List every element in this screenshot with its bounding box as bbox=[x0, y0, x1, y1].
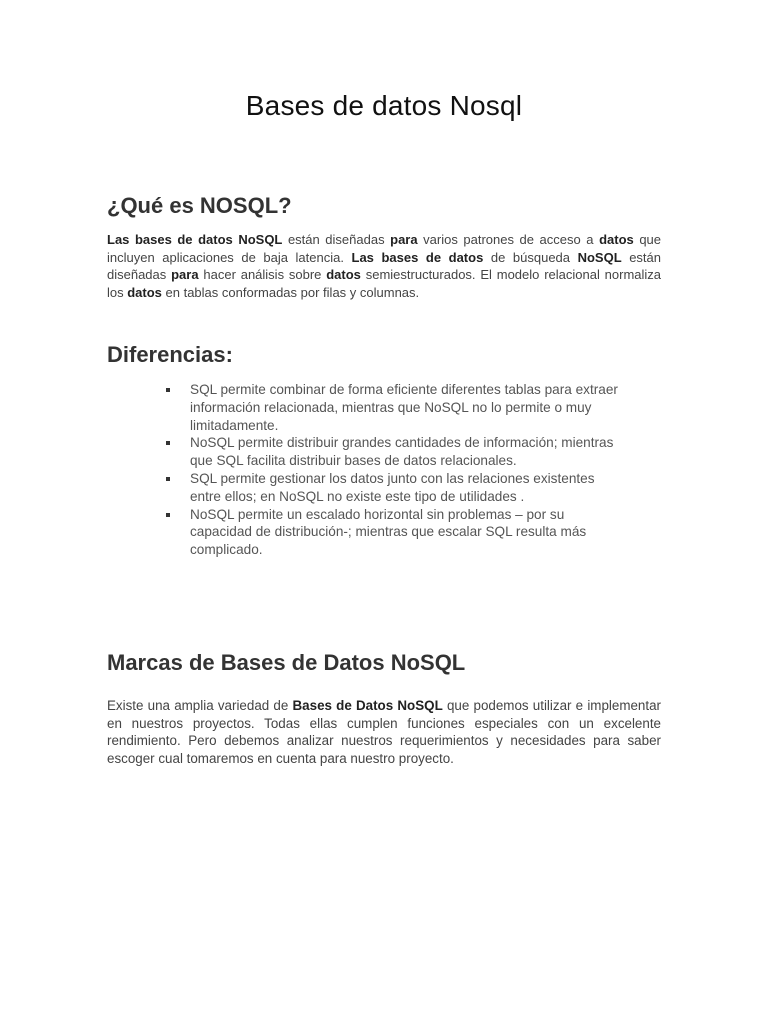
list-item-text: SQL permite gestionar los datos junto con las relaciones existentes entre ellos; en NoSQL no existe este tipo de utilidades . bbox=[190, 470, 595, 504]
list-item-text: NoSQL permite distribuir grandes cantidades de información; mientras que SQL facilita distribuir bases de datos relacionales. bbox=[190, 435, 614, 469]
text-run: están diseñadas bbox=[107, 249, 662, 282]
list-item bbox=[166, 434, 626, 470]
paragraph-que-es-nosql bbox=[107, 231, 661, 301]
section-heading-diferencias: Diferencias: bbox=[107, 342, 233, 367]
bold-text-run: NoSQL bbox=[577, 249, 622, 265]
text-run: que incluyen aplicaciones de baja latencia. bbox=[107, 232, 662, 265]
document-title: Bases de datos Nosql bbox=[245, 90, 523, 121]
list-item-text: NoSQL permite un escalado horizontal sin problemas – por su capacidad de distribución-; mientras que escalar SQL resulta más complicado. bbox=[190, 506, 587, 558]
bold-text-run: Las bases de datos NoSQL bbox=[107, 232, 283, 247]
list-item bbox=[166, 381, 626, 434]
text-run: están diseñadas bbox=[282, 232, 391, 247]
bold-text-run: Bases de Datos NoSQL bbox=[292, 698, 443, 713]
bullet-icon bbox=[166, 441, 170, 445]
paragraph-marcas bbox=[107, 697, 661, 767]
bold-text-run: datos bbox=[599, 232, 634, 247]
bullet-icon bbox=[166, 388, 170, 392]
text-run: Existe una amplia variedad de bbox=[107, 698, 293, 713]
section-heading-que-es-nosql: ¿Qué es NOSQL? bbox=[107, 193, 292, 218]
text-run: semiestructurados. El modelo relacional normaliza los bbox=[107, 267, 662, 300]
differences-list bbox=[166, 381, 626, 559]
bullet-icon bbox=[166, 513, 170, 517]
section-heading-marcas: Marcas de Bases de Datos NoSQL bbox=[107, 650, 466, 675]
bullet-icon bbox=[166, 477, 170, 481]
list-item-text: SQL permite combinar de forma eficiente diferentes tablas para extraer información relacionada, mientras que NoSQL no lo permite o muy limitadamente. bbox=[190, 382, 618, 433]
bold-text-run: para bbox=[171, 267, 199, 282]
bold-text-run: datos bbox=[127, 284, 162, 300]
list-item bbox=[166, 470, 626, 506]
text-run: en tablas conformadas por filas y columnas. bbox=[161, 284, 420, 300]
list-item bbox=[166, 506, 626, 559]
text-run: varios patrones de acceso a bbox=[417, 232, 600, 247]
text-run: hacer análisis sobre bbox=[198, 267, 327, 282]
text-run: de búsqueda bbox=[483, 249, 578, 265]
bold-text-run: datos bbox=[326, 267, 361, 282]
text-run: que podemos utilizar e implementar en nuestros proyectos. Todas ellas cumplen funciones especiales con un excelente rendimiento. Pero debemos analizar nuestros requerimientos y necesidades para saber escoger cual tomaremos en cuenta para nuestro proyecto. bbox=[107, 698, 661, 766]
bold-text-run: para bbox=[390, 232, 418, 247]
bold-text-run: Las bases de datos bbox=[351, 249, 484, 265]
